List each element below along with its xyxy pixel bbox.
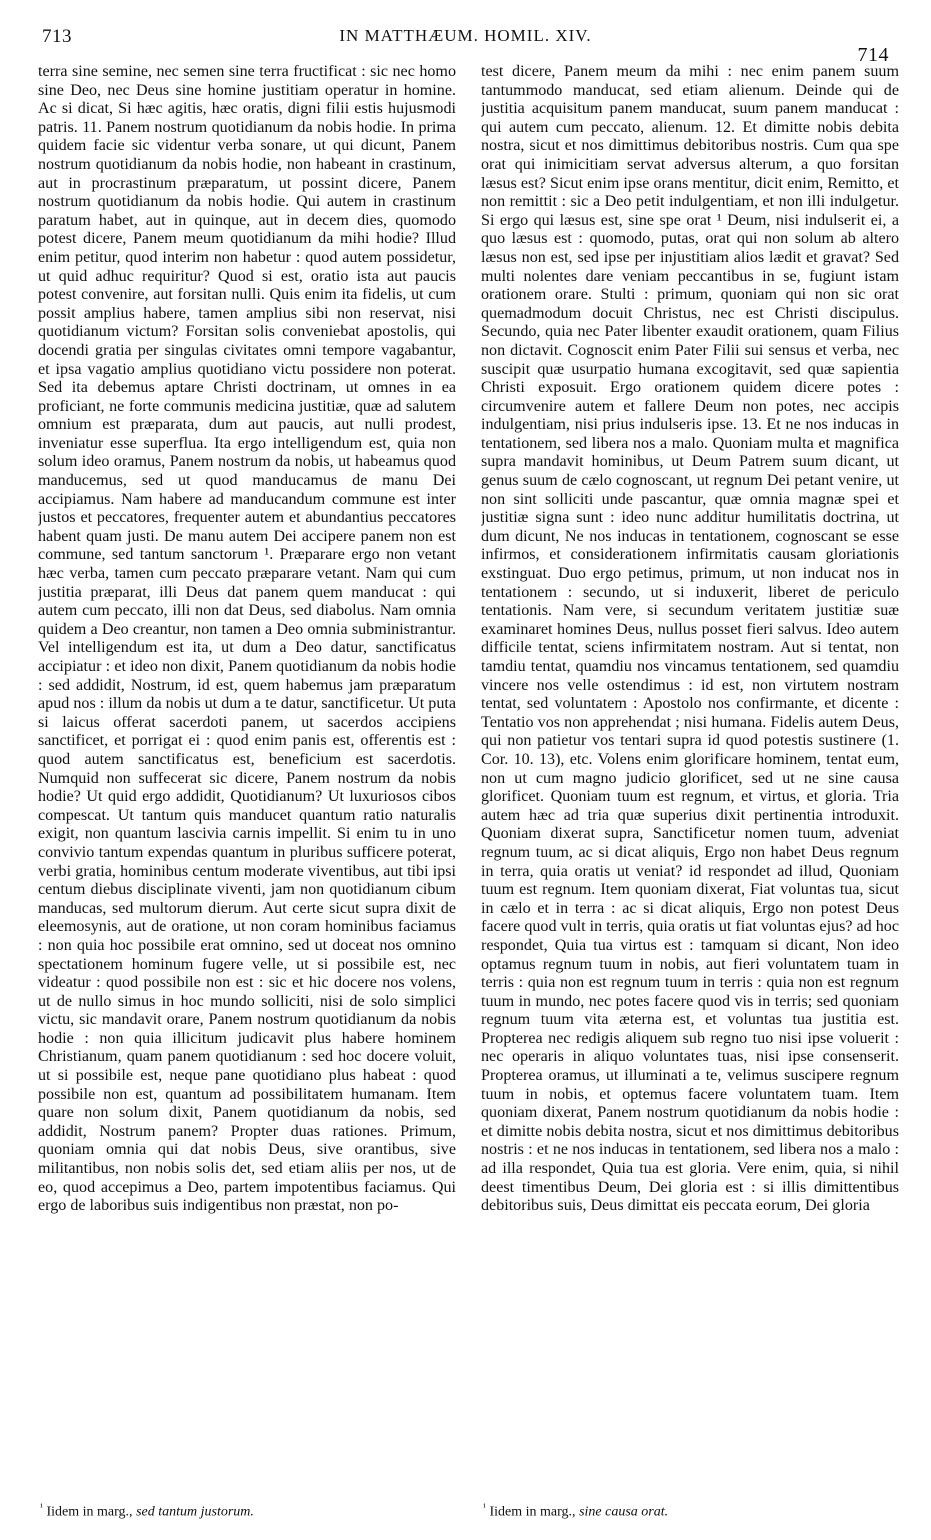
footnote-marker-left: ¹	[40, 1502, 43, 1513]
footnote-source-left: Iidem in marg.,	[46, 1504, 133, 1520]
footnote-text-left: sed tantum justorum.	[136, 1504, 254, 1520]
body-text-right: test dicere, Panem meum da mihi : nec enim panem suum tantummodo manducat, sed etiam alienum. Deinde qui de justitia acquisitum panem manducat, suum panem manducat : qui autem cum peccato, alienum. 12. Et dimitte nobis debita nostra, sicut et nos dimittimus debitoribus nostris. Cum qua spe orat qui inimicitiam servat adversus alterum, a quo forsitan læsus est? Sicut enim ipse orans mentitur, dicit enim, Remitto, et non remittit : sic a Deo petit indulgentiam, et non illi indulgetur. Si ergo qui læsus est, sine spe orat ¹ Deum, nisi indulserit ei, a quo læsus est : quomodo, putas, orat qui non solum ab altero læsus non est, sed ipse per injustitiam alios lædit et gravat? Sed multi nolentes dare veniam peccantibus in se, fugiunt istam orationem orare. Stulti : primum, quoniam qui non sic orat quemadmodum docuit Christus, nec est Christi discipulus. Secundo, quia nec Pater libenter exaudit orationem, quam Filius non dictavit. Cognoscit enim Pater Filii sui sensus et verba, nec suscipit quæ usurpatio humana excogitavit, sed quæ sapientia Christi exposuit. Ergo orationem quidem dicere potes : circumvenire autem et fallere Deum non potes, nec accipis indulgentiam, nisi prius indulseris ipse. 13. Et ne nos inducas in tentationem, sed libera nos a malo. Quoniam multa et magnifica supra mandavit hominibus, ut Deum Patrem suum dicant, ut genus suum de cælo cognoscant, ut regnum Dei petant venire, ut non sint solliciti unde pascantur, quæ omnia magnæ spei et justitiæ signa sunt : ideo nunc additur humilitatis doctrina, ut dum dicunt, Ne nos inducas in tentationem, cognoscant se esse infirmos, et considerationem infirmitatis causam gloriationis exstinguat. Duo ergo petimus, primum, ut non inducat nos in tentationem : secundo, ut si induxerit, liberet de periculo tentationis. Nam vere, si secundum veritatem justitiæ suæ examinaret homines Deus, nullus posset fieri salvus. Ideo autem difficile tentat, sciens infirmitatem nostram. Aut si tentat, non tamdiu tentat, quamdiu nos vincamus tentationem, sed quamdiu vincere nos velle ostendimus : id est, non virtutem nostram tentat, sed voluntatem : Apostolo nos confirmante, et dicente : Tentatio vos non apprehendat ; nisi humana. Fidelis autem Deus, qui non patietur vos tentari supra id quod potestis sustinere (1. Cor. 10. 13), etc. Volens enim glorificare hominem, tentat eum, non ut cum magno judicio glorificet, sed ut ne sine causa glorificet. Quoniam tuum est regnum, et virtus, et gloria. Tria autem hæc ad tria quæ superius dixit pertinentia introduxit. Quoniam dixerat supra, Sanctificetur nomen tuum, adveniat regnum tuum, ac si dicat aliquis, Ergo non habet Deus regnum in terra, quia oratis ut veniat? id respondet ad illud, Quoniam tuum est regnum. Item quoniam dixerat, Fiat voluntas tua, sicut in cælo et in terra : ac si dicat aliquis, Ergo non potest Deus facere quod vult in terris, quia oratis ut fiat voluntas ejus? ad hoc respondet, Quia tua virtus est : tamquam si dicant, Non ideo optamus regnum tuum in nobis, aut fieri voluntatem tuam in terris : quia non est regnum tuum in terris : quia non est regnum tuum in mundo, nec potes facere quod vis in terris; sed quoniam regnum tuum vita æterna est, et voluntas tua justitia est. Propterea nec redigis aliquem sub regno tuo nisi ipse voluerit : nec operaris in aliquo voluntates tuas, nisi ipse consenserit. Propterea oramus, ut illuminati a te, velimus suscipere regnum tuum in nobis, et optemus facere voluntatem tuam. Item quoniam dixerat, Panem nostrum quotidianum da nobis hodie : et dimitte nobis debita nostra, sicut et nos dimittimus debitoribus nostris : et ne nos inducas in tentationem, sed libera nos a malo : ad illa respondet, Quia tua est gloria. Vere enim, quia, si nihil deest timentibus Deum, Dei gloria est : si illis dimittentibus debitoribus suis, Deus dimittat eis peccata eorum, Dei gloria	[481, 63, 899, 1215]
footnote-right	[483, 1502, 901, 1521]
page-number-right: 714	[857, 44, 889, 66]
text-column-left	[38, 63, 456, 1463]
footnote-marker-right: ¹	[483, 1502, 486, 1513]
footnote-source-right: Iidem in marg.,	[489, 1504, 576, 1520]
page-number-left: 713	[42, 26, 72, 47]
footnote-text-right: sine causa orat.	[579, 1504, 669, 1520]
running-title: IN MATTHÆUM. HOMIL. XIV.	[339, 26, 592, 45]
footnote-left	[40, 1502, 458, 1521]
body-text-left: terra sine semine, nec semen sine terra fructificat : sic nec homo sine Deo, nec Deus sine homine justitiam operatur in homine. Ac si dicat, Si hæc agitis, hæc oratis, digni filii estis hujusmodi patris. 11. Panem nostrum quotidianum da nobis hodie. In prima quidem facie sic videntur verba sonare, ut qui dicunt, Panem nostrum quotidianum da nobis hodie, non habeant in crastinum, aut in procrastinum præparatum, ut possint dicere, Panem nostrum quotidianum da nobis hodie. Qui autem in crastinum paratum habet, aut in quinque, aut in decem dies, quomodo potest dicere, Panem meum quotidianum da mihi hodie? Illud enim petitur, quod interim non habetur : quod autem possidetur, ut quid adhuc requiritur? Quod si est, oratio ista aut paucis potest convenire, aut forsitan nulli. Quis enim ita fidelis, ut cum possit amplius habere, tamen amplius sibi non reservat, nisi quotidianum victum? Forsitan solis conveniebat apostolis, qui docendi gratia per singulas civitates omni tempore vagabantur, et ipsa vagatio amplius quotidiano victu possidere non poterat. Sed ita debemus aptare Christi doctrinam, ut omnes in ea proficiant, ne forte communis medicina justitiæ, quæ ad salutem omnium est præparata, dum aut paucis, aut nulli prodest, inveniatur esse superflua. Ita ergo intelligendum est, quia non solum ideo oramus, Panem nostrum da nobis, ut habeamus quod manducemus, sed ut quod manducamus de manu Dei accipiamus. Nam habere ad manducandum commune est inter justos et peccatores, frequenter autem et abundantius peccatores habent quam justi. De manu autem Dei accipere panem non est commune, sed tantum sanctorum ¹. Præparare ergo non vetant hæc verba, tamen cum peccato præparare vetant. Nam qui cum justitia præparat, illi Deus dat panem quem manducat : qui autem cum peccato, illi non dat Deus, sed diabolus. Nam omnia quidem a Deo creantur, non tamen a Deo omnia subministrantur. Vel intelligendum est ita, ut dum a Deo datur, sanctificatus accipiatur : et ideo non dixit, Panem quotidianum da nobis hodie : sed addidit, Nostrum, id est, quem habemus jam præparatum apud nos : illum da nobis ut dum a te datur, sanctificetur. Ut puta si laicus offerat sacerdoti panem, ut sacerdos accipiens sanctificet, et porrigat ei : quod enim panis est, offerentis est : quod autem sanctificatus est, beneficium est sacerdotis. Numquid non suffecerat sic dicere, Panem nostrum da nobis hodie? Ut quid ergo addidit, Quotidianum? Ut luxuriosos cibos compescat. Ut tantum quis manducet quantum ratio naturalis exigit, non quantum lascivia carnis impellit. Si enim tu in uno convivio tantum expendas quantum in pluribus sufficere poterat, verbi gratia, hominibus centum moderate viventibus, aut tibi ipsi centum diebus disciplinate viventi, jam non quotidianum cibum manducas, sed multorum dierum. Aut certe sicut supra dixit de eleemosynis, aut de oratione, ut non coram hominibus faciamus : non quia hoc possibile erat omnino, sed ut doceat nos omnino spectationem hominum fugere velle, ut si possibile est, nec videatur : quod possibile non est : sic et hic docere nos volens, ut de nullo simus in hoc mundo solliciti, nisi de solo simplici victu, sic mandavit orare, Panem nostrum quotidianum da nobis hodie : non quia illicitum judicavit plus habere hominem Christianum, quam panem quotidianum : sed hoc docere voluit, ut si possibile est, neque pane quotidiano plus habeat : quod possibile non est, quantum ad possibilitatem humanam. Item quare non solum dixit, Panem quotidianum da nobis, sed addidit, Nostrum panem? Propter duas rationes. Primum, quoniam omnia qui dat nobis Deus, sive orantibus, sive militantibus, non nobis solis det, sed etiam aliis per nos, ut de eo, quod accepimus a Deo, partem impotentibus faciamus. Qui ergo de laboribus suis indigentibus non præstat, non po-	[38, 63, 456, 1215]
text-column-right	[481, 63, 899, 1463]
